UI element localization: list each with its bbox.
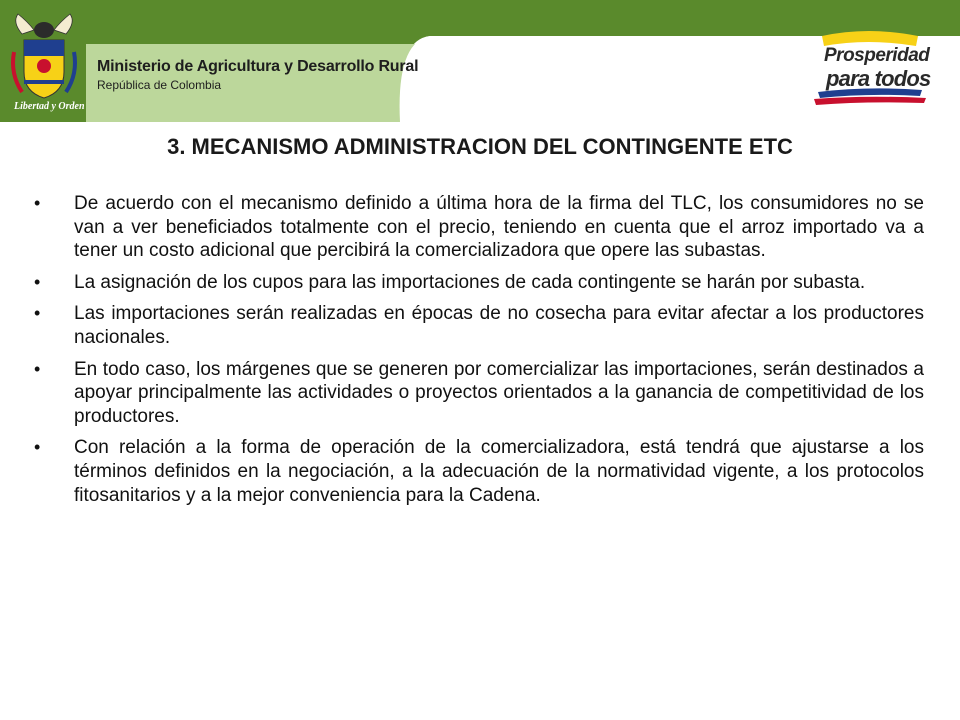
bullet-item-1 [34,192,924,263]
bullet-list [34,192,924,515]
bullet-icon: • [34,437,41,458]
bullet-text: Con relación a la forma de operación de la comercializadora, está tendrá que ajustarse a los términos definidos en la negociación, a la adecuación de la normatividad vigente, a los protocolos fitosanitarios y a la mejor conveniencia para la Cadena. [74,437,924,506]
bullet-text: De acuerdo con el mecanismo definido a última hora de la firma del TLC, los consumidores no se van a ver beneficiados totalmente con el precio, teniendo en cuenta que el arroz importado va a tener un costo adicional que percibirá la comercializadora que opere las subastas. [74,193,924,262]
bullet-item-3 [34,302,924,349]
bullet-item-2 [34,271,924,295]
slide-title: 3. MECANISMO ADMINISTRACION DEL CONTINGENTE ETC [167,134,793,159]
bullet-text: La asignación de los cupos para las importaciones de cada contingente se harán por subasta. [74,271,866,293]
ministry-title: Ministerio de Agricultura y Desarrollo Rural [97,58,419,75]
ministry-subtitle: República de Colombia [97,78,222,92]
bullet-icon: • [34,193,41,213]
bullet-icon: • [34,271,41,292]
bullet-item-4 [34,358,924,429]
slogan-line-2: para todos [826,66,931,91]
slogan-line-1: Prosperidad [824,45,930,66]
bullet-icon: • [34,358,41,379]
bullet-text: En todo caso, los márgenes que se generen por comercializar las importaciones, serán destinados a apoyar principalmente las actividades o proyectos orientados a la ganancia de competitividad de los productores. [74,358,924,427]
coat-of-arms-motto: Libertad y Orden [14,101,85,112]
slide-header [0,0,960,122]
bullet-icon: • [34,303,41,324]
bullet-item-5 [34,436,924,507]
bullet-text: Las importaciones serán realizadas en épocas de no cosecha para evitar afectar a los productores nacionales. [74,303,924,348]
